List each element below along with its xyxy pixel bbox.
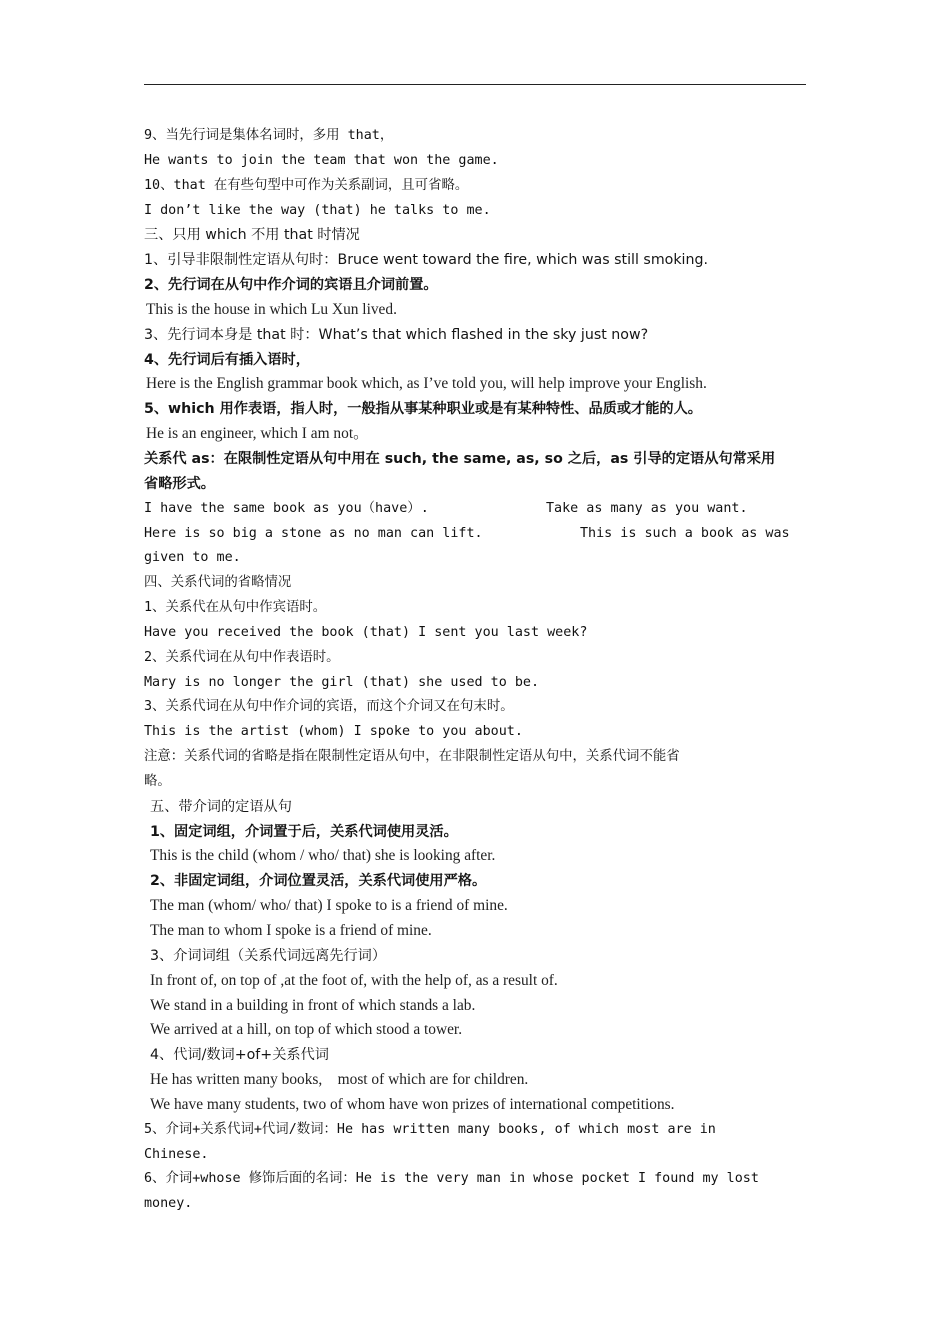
example-sentence: Mary is no longer the girl (that) she used to be. [144,674,540,690]
document-body [144,124,806,1217]
header-rule [144,84,806,85]
example-sentence: Have you received the book (that) I sent you last week? [144,624,588,640]
example-sentence: This is the child (whom / who/ that) she is looking after. [150,847,496,865]
example-sentence: This is the house in which Lu Xun lived. [146,300,397,318]
prep-rule-1: 1、固定词组，介词置于后，关系代词使用灵活。 [150,823,458,840]
example-sentence: He wants to join the team that won the game. [144,152,499,168]
prep-rule-5: 5、介词+关系代词+代词/数词：He has written many books, of which most are in [144,1121,716,1137]
example-sentence: We have many students, two of whom have won prizes of international competitions. [150,1095,675,1113]
example-sentence: Here is so big a stone as no man can lift. [144,525,483,541]
example-sentence: We arrived at a hill, on top of which stood a tower. [150,1021,463,1039]
prep-rule-2: 2、非固定词组，介词位置灵活，关系代词使用严格。 [150,873,487,890]
example-sentence: He has written many books, most of which are for children. [150,1071,529,1089]
section-5-heading: 五、带介词的定语从句 [150,798,292,815]
which-rule-4: 4、先行词后有插入语时， [144,351,310,368]
omission-rule-1: 1、关系代在从句中作宾语时。 [144,600,327,616]
as-rule-continued: 省略形式。 [144,475,215,492]
phrase-list: In front of, on top of ,at the foot of, with the help of, as a result of. [150,971,558,989]
example-sentence: I don’t like the way (that) he talks to me. [144,202,491,218]
example-sentence: The man (whom/ who/ that) I spoke to is a friend of mine. [150,897,508,915]
prep-rule-3: 3、介词词组（关系代词远离先行词） [150,947,387,964]
as-rule: 关系代 as：在限制性定语从句中用在 such, the same, as, so 之后，as 引导的定语从句常采用 [144,450,776,467]
which-rule-5: 5、which 用作表语，指人时，一般指从事某种职业或是有某种特性、品质或才能的人。 [144,401,702,418]
example-sentence: The man to whom I spoke is a friend of mine. [150,922,432,939]
example-sentence: Here is the English grammar book which, as I’ve told you, will help improve your English. [146,375,707,393]
omission-note: 注意：关系代词的省略是指在限制性定语从句中，在非限制性定语从句中，关系代词不能省 [144,749,680,765]
example-sentence: Take as many as you want. [546,500,748,516]
example-row [144,522,806,547]
example-sentence: I have the same book as you（have）. [144,500,429,516]
example-sentence: This is the artist (whom) I spoke to you about. [144,724,523,740]
which-rule-2: 2、先行词在从句中作介词的宾语且介词前置。 [144,277,438,294]
prep-rule-6-continued: money. [144,1196,193,1212]
rule-10-heading: 10、that 在有些句型中可作为关系副词，且可省略。 [144,177,469,193]
section-3-heading: 三、只用 which 不用 that 时情况 [144,227,360,244]
which-rule-3: 3、先行词本身是 that 时：What’s that which flashed in the sky just now? [144,326,649,343]
example-sentence: This is such a book as was [580,525,790,541]
section-4-heading: 四、关系代词的省略情况 [144,575,292,591]
omission-note-continued: 略。 [144,773,171,789]
example-continued: given to me. [144,550,241,566]
omission-rule-3: 3、关系代词在从句中作介词的宾语，而这个介词又在句末时。 [144,699,514,715]
example-sentence: We stand in a building in front of which stands a lab. [150,996,476,1014]
which-rule-1: 1、引导非限制性定语从句时：Bruce went toward the fire, which was still smoking. [144,252,708,269]
example-row [144,497,806,522]
prep-rule-5-continued: Chinese. [144,1146,209,1162]
example-sentence: He is an engineer, which I am not。 [146,425,369,443]
prep-rule-6: 6、介词+whose 修饰后面的名词：He is the very man in whose pocket I found my lost [144,1171,759,1187]
prep-rule-4: 4、代词/数词+of+关系代词 [150,1047,329,1064]
omission-rule-2: 2、关系代词在从句中作表语时。 [144,649,340,665]
rule-9-heading: 9、当先行词是集体名词时，多用 that， [144,128,394,143]
